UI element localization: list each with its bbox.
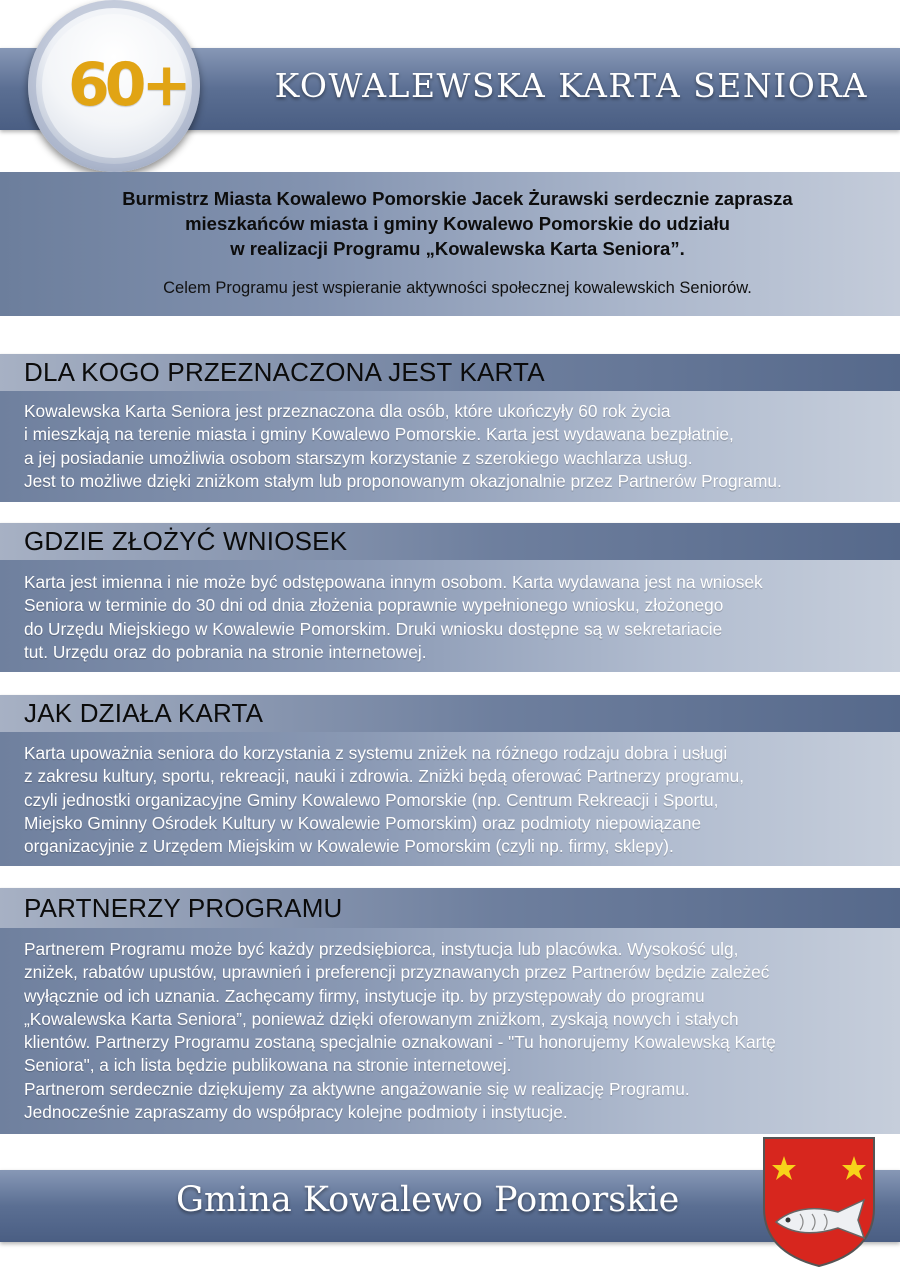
section-body-how-it-works: Karta upoważnia seniora do korzystania z systemu zniżek na różnego rodzaju dobra i usługi z zakresu kultury, sportu, rekreacji, nauki i zdrowia. Zniżki będą oferować Partnerzy programu, czyli jednostki organizacyjne Gminy Kowalewo Pomorskie (np. Centrum Rekreacji i Sportu, Miejsko Gminny Ośrodek Kultury w Kowalewie Pomorskim) oraz podmioty niepowiązane organizacyjnie z Urzędem Miejskim w Kowalewie Pomorskim (czyli np. firmy, sklepy). [0,732,900,866]
badge-60-plus [28,0,200,172]
intro-aim: Celem Programu jest wspieranie aktywności społecznej kowalewskich Seniorów. [163,279,752,297]
section-heading-for-whom: DLA KOGO PRZEZNACZONA JEST KARTA [0,354,900,391]
section-body-where-to-apply: Karta jest imienna i nie może być odstępowana innym osobom. Karta wydawana jest na wniosek Seniora w terminie do 30 dni od dnia złożenia poprawnie wypełnionego wniosku, złożonego do Urzędu Miejskiego w Kowalewie Pomorskim. Druki wniosku dostępne są w sekretariacie tut. Urzędu oraz do pobrania na stronie internetowej. [0,560,900,672]
section-heading-where-to-apply: GDZIE ZŁOŻYĆ WNIOSEK [0,523,900,560]
footer-municipality: Gmina Kowalewo Pomorskie [176,1180,680,1220]
badge-label: 60+ [68,50,187,120]
coat-of-arms-icon [760,1134,878,1270]
section-heading-how-it-works: JAK DZIAŁA KARTA [0,695,900,732]
section-body-for-whom: Kowalewska Karta Seniora jest przeznaczona dla osób, które ukończyły 60 rok życia i mieszkają na terenie miasta i gminy Kowalewo Pomorskie. Karta jest wydawana bezpłatnie, a jej posiadanie umożliwia osobom starszym korzystanie z szerokiego wachlarza usług. Jest to możliwe dzięki zniżkom stałym lub proponowanym okazjonalnie przez Partnerów Programu. [0,391,900,502]
page-title: KOWALEWSKA KARTA SENIORA [274,66,868,105]
section-body-partners: Partnerem Programu może być każdy przedsiębiorca, instytucja lub placówka. Wysokość ulg, zniżek, rabatów upustów, uprawnień i preferencji przyznawanych przez Partnerów będzie zależeć wyłącznie od ich uznania. Zachęcamy firmy, instytucje itp. by przystępowały do programu „Kowalewska Karta Seniora”, ponieważ dzięki oferowanym zniżkom, zyskają nowych i stałych klientów. Partnerzy Programu zostaną specjalnie oznakowani - "Tu honorujemy Kowalewską Kartę Seniora", a ich lista będzie publikowana na stronie internetowej. Partnerom serdecznie dziękujemy za aktywne angażowanie się w realizację Programu. Jednocześnie zapraszamy do współpracy kolejne podmioty i instytucje. [0,928,900,1134]
section-heading-partners: PARTNERZY PROGRAMU [0,888,900,928]
intro-lead: Burmistrz Miasta Kowalewo Pomorskie Jacek Żurawski serdecznie zaprasza mieszkańców miasta i gminy Kowalewo Pomorskie do udziału w realizacji Programu „Kowalewska Karta Seniora”. [122,188,793,259]
